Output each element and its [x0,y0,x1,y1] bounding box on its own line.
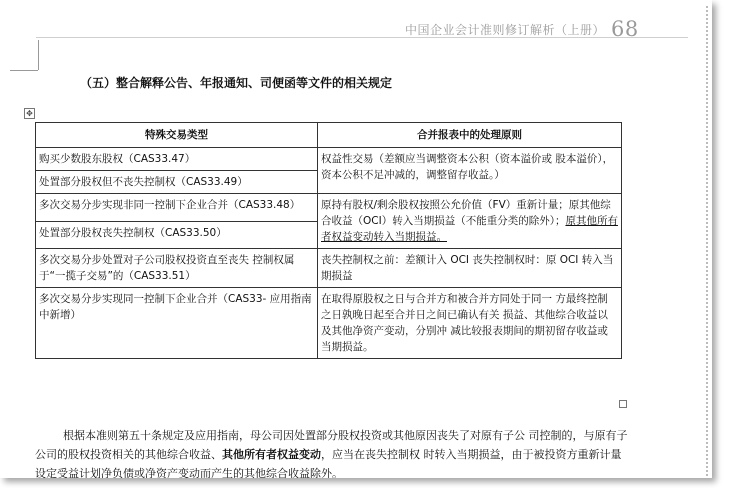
special-transactions-table [35,122,622,359]
table-cell: 在取得原股权之日与合并方和被合并方同处于同一 方最终控制之日孰晚日起至合并日之间已确认有关 损益、其他综合收益以及其他净资产变动，分别冲 减比较报表期间的期初留存收益或当期损益。 [318,288,622,359]
body-paragraph [35,426,712,478]
torn-page-edge [696,6,708,476]
page-header [405,15,639,39]
table-resize-handle-icon[interactable] [619,400,627,408]
table-cell: 权益性交易（差额应当调整资本公积（资本溢价或 股本溢价），资本公积不足冲减的，调整留存收益。） [318,148,622,194]
body-line: 设定受益计划净负债或净资产变动而产生的其他综合收益除外。 [35,467,343,478]
table-cell: 处置部分股权但不丧失控制权（CAS33.49） [36,171,318,194]
table-move-handle-icon[interactable]: ✥ [24,108,35,119]
header-consolidation-principle: 合并报表中的处理原则 [318,123,622,148]
body-line: 根据本准则第五十条规定及应用指南，母公司因处置部分股权投资或其他原因丧失了对原有子公 司控制的，与原有子 [63,429,628,442]
table-cell: 多次交易分步处置对子公司股权投资直至丧失 控制权属于“一揽子交易”的（CAS33.51） [36,249,318,288]
table-cell: 丧失控制权之前：差额计入 OCI 丧失控制权时：原 OCI 转入当期损益 [318,249,622,288]
book-title: 中国企业会计准则修订解析（上册） [405,23,606,37]
crop-mark-vertical [38,40,39,70]
page-number: 68 [611,17,639,41]
table-cell [318,194,622,249]
principle-text-underlined: 原其他所有者权益变动转入当期损益。 [321,215,618,243]
table-row [36,288,622,359]
principle-text: 原持有股权/剩余股权按照公允价值（FV）重新计量；原其他综合收益（OCI）转入当期损益（不能重分类的除外）； [321,199,611,227]
table-cell: 多次交易分步实现非同一控制下企业合并（CAS33.48） [36,194,318,222]
header-rule [36,37,688,38]
crop-mark-horizontal [10,70,38,71]
bold-phrase: 其他所有者权益变动 [222,448,321,461]
header-transaction-type: 特殊交易类型 [36,123,318,148]
section-title: （五）整合解释公告、年报通知、司便函等文件的相关规定 [80,76,393,90]
table-header-row [36,123,622,148]
table-row [36,249,622,288]
table-cell: 处置部分股权丧失控制权（CAS33.50） [36,221,318,249]
table-cell: 购买少数股东股权（CAS33.47） [36,148,318,171]
table-row [36,148,622,171]
body-line: 公司的股权投资相关的其他综合收益、其他所有者权益变动，应当在丧失控制权 时转入当期损益，由于被投资方重新计量 [35,448,622,461]
table-row [36,194,622,222]
table-cell: 多次交易分步实现同一控制下企业合并（CAS33- 应用指南中新增） [36,288,318,359]
